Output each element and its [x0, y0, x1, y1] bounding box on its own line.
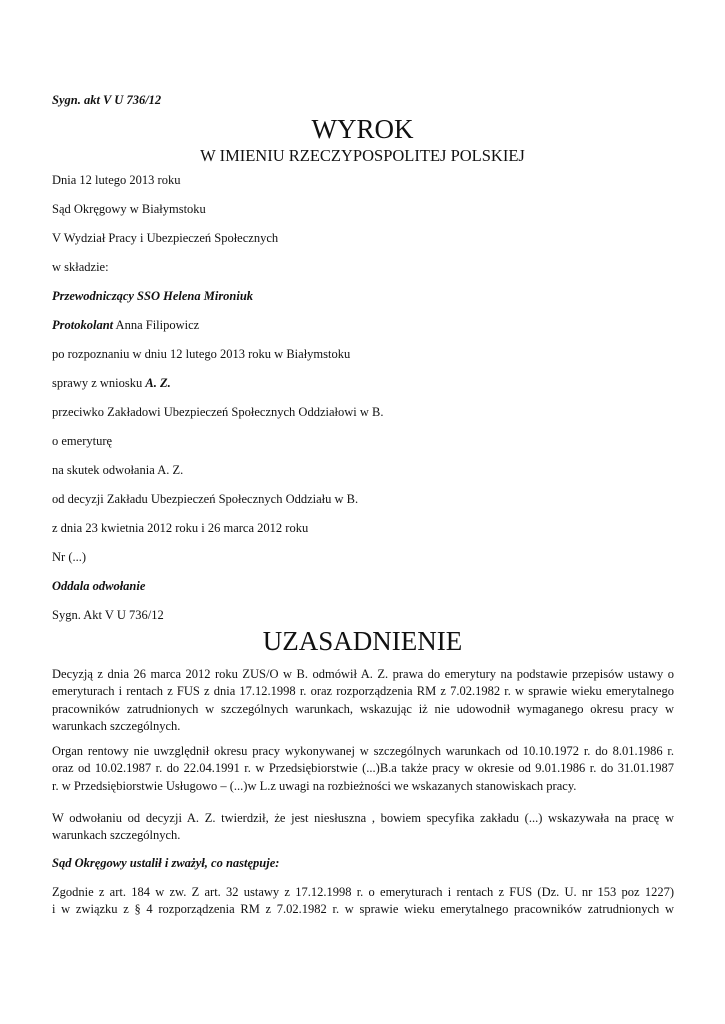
hearing-line: po rozpoznaniu w dniu 12 lutego 2013 roku w Białymstoku — [52, 347, 351, 361]
presiding-judge: Przewodniczący SSO Helena Mironiuk — [52, 289, 254, 303]
verdict: Oddala odwołanie — [52, 579, 146, 593]
findings-heading: Sąd Okręgowy ustalił i zważył, co następuje: — [52, 856, 280, 870]
justification-paragraph-1 — [52, 666, 674, 736]
paragraph-line: Decyzją z dnia 26 marca 2012 roku ZUS/O w B. odmówił A. Z. prawa do emerytury na podstawie przepisów ustawy o — [52, 667, 674, 681]
case-line — [52, 376, 171, 391]
paragraph-line: warunkach szczególnych. — [52, 719, 181, 734]
paragraph-line: oraz od 10.02.1987 r. do 22.04.1991 r. w Przedsiębiorstwie (...)B.a także pracy w okresie od 9.01.1986 r. do 31.01.1987 — [52, 761, 674, 776]
case-prefix: sprawy z wniosku — [52, 376, 146, 390]
decision-line: od decyzji Zakładu Ubezpieczeń Społecznych Oddziału w B. — [52, 492, 359, 506]
paragraph-line: Zgodnie z art. 184 w zw. Z art. 32 ustawy z 17.12.1998 r. o emeryturach i rentach z FUS (Dz. U. nr 153 poz 1227) — [52, 885, 674, 899]
paragraph-line: emeryturach i rentach z FUS z dnia 17.12.1998 r. oraz rozporządzenia RM z 7.02.1982 r. w sprawie wieku emerytalnego — [52, 684, 674, 699]
clerk-line — [52, 318, 199, 333]
composition-label: w składzie: — [52, 260, 109, 274]
paragraph-line: Organ rentowy nie uwzględnił okresu pracy wykonywanej w szczególnych warunkach od 10.10.1972 r. do 8.01.1986 r. — [52, 744, 674, 758]
justification-paragraph-4 — [52, 884, 674, 919]
subject-line: o emeryturę — [52, 434, 113, 448]
decision-number: Nr (...) — [52, 550, 87, 564]
document-title: WYROK — [311, 114, 414, 144]
decision-dates-line: z dnia 23 kwietnia 2012 roku i 26 marca 2012 roku — [52, 521, 309, 535]
case-party: A. Z. — [145, 376, 171, 390]
paragraph-line: r. w Przedsiębiorstwie Usługowo – (...)w L.z uwagi na rozbieżności we wskazanych stanowiskach pracy. — [52, 778, 577, 793]
paragraph-line: i w związku z § 4 rozporządzenia RM z 7.02.1982 r. w sprawie wieku emerytalnego pracowników zatrudnionych w — [52, 902, 674, 917]
justification-title: UZASADNIENIE — [262, 626, 463, 656]
justification-paragraph-2 — [52, 743, 674, 795]
document-subtitle: W IMIENIU RZECZYPOSPOLITEJ POLSKIEJ — [200, 146, 525, 165]
appeal-line: na skutek odwołania A. Z. — [52, 463, 184, 477]
paragraph-line: W odwołaniu od decyzji A. Z. twierdził, że jest niesłuszna , bowiem specyfika zakładu (...) wskazywała na pracę w — [52, 811, 674, 825]
court-name: Sąd Okręgowy w Białymstoku — [52, 202, 206, 216]
case-signature: Sygn. akt V U 736/12 — [52, 93, 162, 107]
against-line: przeciwko Zakładowi Ubezpieczeń Społecznych Oddziałowi w B. — [52, 405, 384, 419]
justification-paragraph-3 — [52, 810, 674, 845]
paragraph-line: pracowników zatrudnionych w szczególnych warunkach, wskazując iż nie udowodnił wymaganego okresu pracy w — [52, 701, 674, 716]
clerk-label: Protokolant — [52, 318, 114, 332]
paragraph-line: warunkach szczególnych. — [52, 828, 181, 843]
clerk-name: Anna Filipowicz — [113, 318, 200, 332]
court-department: V Wydział Pracy i Ubezpieczeń Społecznych — [52, 231, 279, 245]
judgment-date: Dnia 12 lutego 2013 roku — [52, 173, 181, 187]
case-signature-2: Sygn. Akt V U 736/12 — [52, 608, 164, 622]
